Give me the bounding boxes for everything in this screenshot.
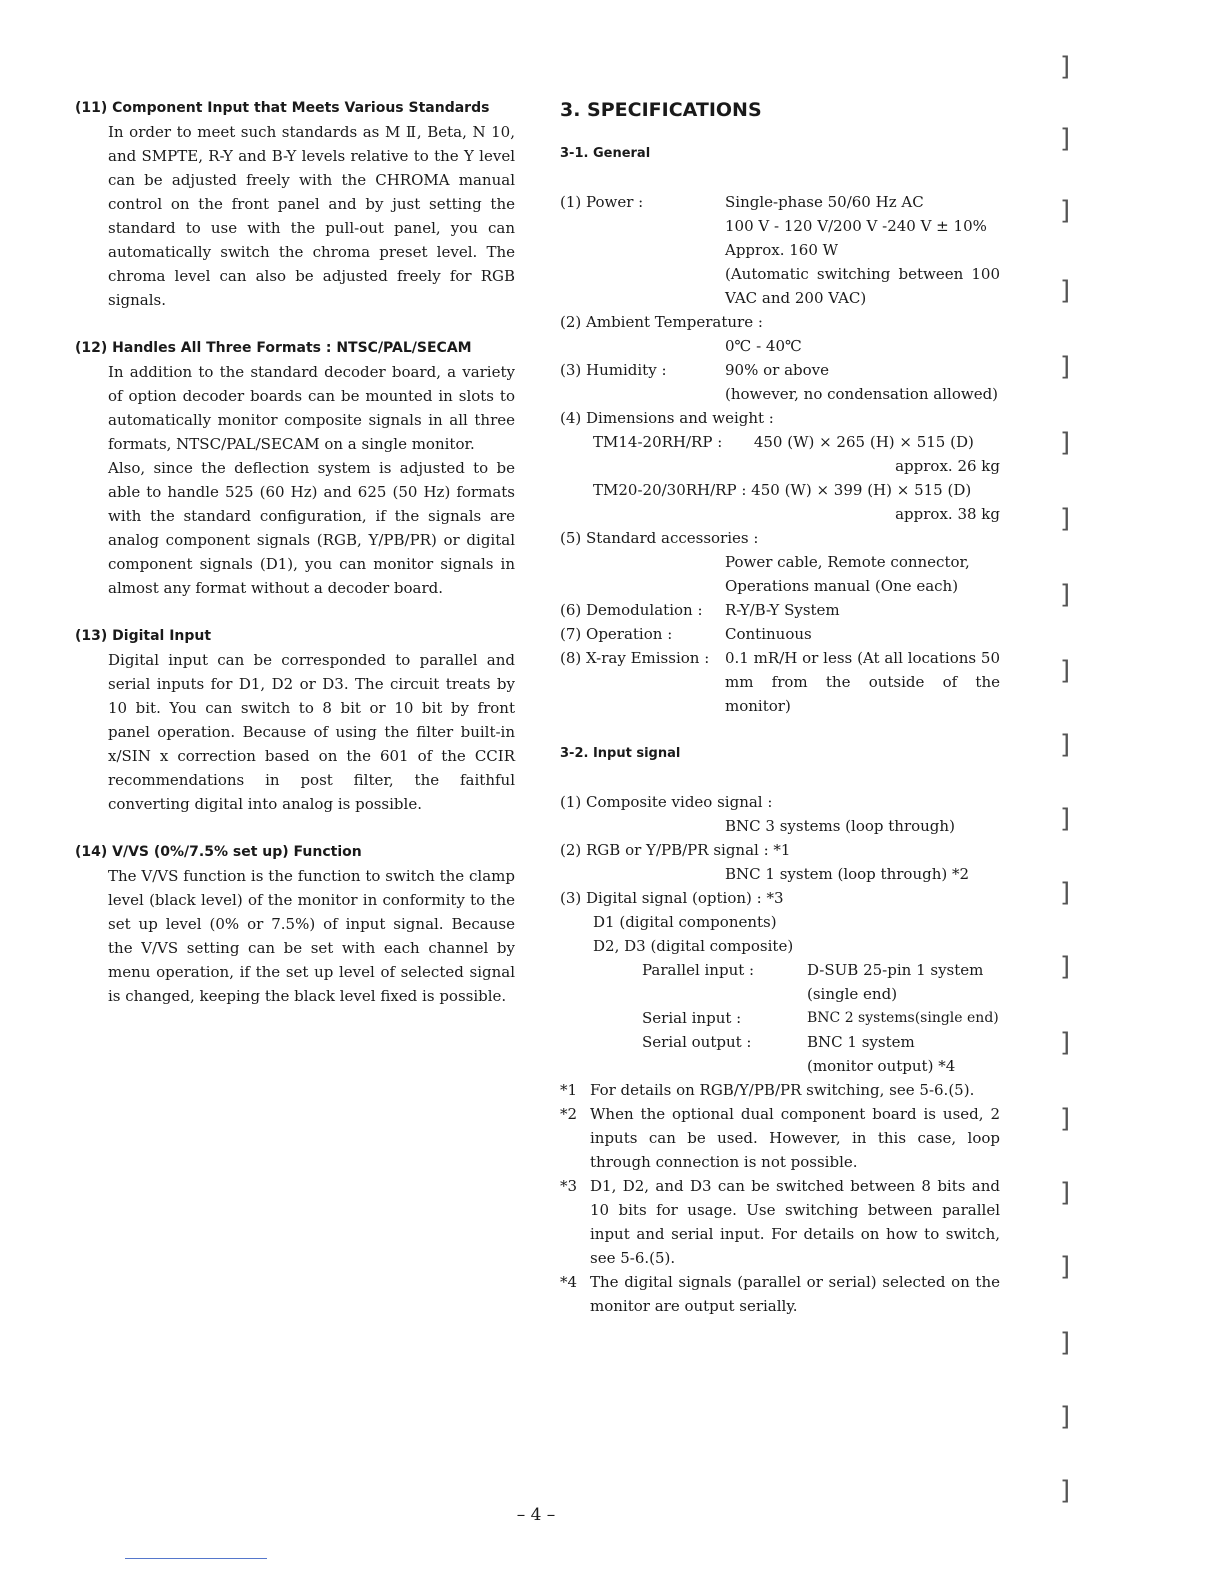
spec-label: (1) Power : [560,193,644,211]
binder-mark: ] [1060,352,1071,382]
footnote-mark: *1 [560,1081,578,1099]
paragraph: Also, since the deflection system is adjusted to be able to handle 525 (60 Hz) and 625 (50 Hz) formats with the standard configuration, if the signals are analog component signals (RGB, Y/PB/PR) or digital component signals (D1), you can monitor signals in almost any format without a decoder board. [108,459,515,597]
spec-serial-input [560,1006,1000,1030]
binder-mark: ] [1060,504,1071,534]
spec-dims-model2 [560,478,1000,502]
spec-serial-output [560,1030,1000,1078]
paragraph: In order to meet such standards as M Ⅱ, Beta, N 10, and SMPTE, R-Y and B-Y levels relative to the Y level can be adjusted freely with the CHROMA manual control on the front panel and by just setting the standard to use with the pull-out panel, you can automatically switch the chroma preset level. The chroma level can also be adjusted freely for RGB signals. [108,123,515,309]
spec-xray [560,646,1000,718]
footnote-mark: *4 [560,1273,578,1291]
model-dimensions: 450 (W) × 399 (H) × 515 (D) [751,481,972,499]
binder-mark: ] [1060,428,1071,458]
binder-mark: ] [1060,1028,1071,1058]
spec-value: R-Y/B-Y System [725,601,840,619]
spec-value: 0.1 mR/H or less (At all locations 50 mm from the outside of the monitor) [725,649,1000,715]
binder-mark: ] [1060,52,1071,82]
spec-composite-value: BNC 3 systems (loop through) [725,817,955,835]
binder-mark: ] [1060,196,1071,226]
spec-label: Serial output : [642,1033,752,1051]
spec-digital-sub: D1 (digital components) [593,913,777,931]
spec-label: Parallel input : [642,961,755,979]
spec-value: Continuous [725,625,812,643]
footnote-mark: *3 [560,1177,578,1195]
footnote-text: The digital signals (parallel or serial) selected on the monitor are output serially. [590,1273,1000,1315]
spec-humidity [560,358,1000,406]
spec-dims-model1 [560,430,1000,454]
footer-rule [125,1558,267,1559]
spec-rgb-label: (2) RGB or Y/PB/PR signal : *1 [560,841,791,859]
binder-mark: ] [1060,730,1071,760]
footnote-2 [560,1102,1000,1174]
binder-mark: ] [1060,656,1071,686]
section-heading-13: (13) Digital Input [75,628,212,644]
spec-value [725,190,1000,310]
binder-mark: ] [1060,580,1071,610]
spec-value [725,358,1000,406]
spec-value [807,958,1000,1006]
spec-acc-line: Power cable, Remote connector, [725,553,970,571]
spec-temp-value: 0℃ - 40℃ [725,337,802,355]
spec-value: BNC 2 systems(single end) [807,1010,999,1026]
spec-operation [560,622,1000,646]
footnote-text: For details on RGB/Y/PB/PR switching, see 5-6.(5). [590,1081,975,1099]
spec-value-line: Single-phase 50/60 Hz AC [725,193,924,211]
spec-value [807,1030,1000,1078]
binder-mark: ] [1060,276,1071,306]
spec-value-line: (however, no condensation allowed) [725,385,999,403]
binder-mark: ] [1060,952,1071,982]
spacer [560,718,1000,742]
specifications-title: 3. SPECIFICATIONS [560,99,762,121]
spec-value-line: Approx. 160 W [725,241,839,259]
footnote-4 [560,1270,1000,1318]
spec-digital-label: (3) Digital signal (option) : *3 [560,889,784,907]
spec-acc-label: (5) Standard accessories : [560,529,759,547]
spec-demod [560,598,1000,622]
footnote-text: When the optional dual component board is used, 2 inputs can be used. However, in this case, loop through connection is not possible. [590,1105,1000,1171]
binder-mark: ] [1060,1402,1071,1432]
binder-mark: ] [1060,1104,1071,1134]
spec-label: (3) Humidity : [560,361,667,379]
paragraph: In addition to the standard decoder board, a variety of option decoder boards can be mounted in slots to automatically monitor composite signals in all three formats, NTSC/PAL/SECAM on a single monitor. [108,363,515,453]
footnote-text: D1, D2, and D3 can be switched between 8 bits and 10 bits for usage. Use switching between parallel input and serial input. For details on how to switch, see 5-6.(5). [590,1177,1000,1267]
spec-composite-label: (1) Composite video signal : [560,793,773,811]
binder-mark: ] [1060,1252,1071,1282]
spec-value-line: (single end) [807,985,898,1003]
spec-label: Serial input : [642,1009,742,1027]
binder-mark: ] [1060,1178,1071,1208]
spec-power [560,190,1000,310]
spec-value-line: 100 V - 120 V/200 V -240 V ± 10% [725,217,987,235]
spec-dims-label: (4) Dimensions and weight : [560,409,774,427]
binder-mark: ] [1060,1328,1071,1358]
section-body-13 [108,648,515,816]
footnote-1 [560,1078,1000,1102]
left-column [75,96,515,1032]
spec-temp-label: (2) Ambient Temperature : [560,313,763,331]
page-number: – 4 – [516,1505,556,1525]
model-name: TM14-20RH/RP : [593,433,723,451]
spec-dims-weight1: approx. 26 kg [895,457,1000,475]
spec-value-line: 90% or above [725,361,830,379]
spec-label: (8) X-ray Emission : [560,649,710,667]
paragraph: Digital input can be corresponded to parallel and serial inputs for D1, D2 or D3. The circuit treats by 10 bit. You can switch to 8 bit or 10 bit by front panel operation. Because of using the filter built-in x/SIN x correction based on the 601 of the CCIR recommendations in post filter, the faithful converting digital into analog is possible. [108,651,515,813]
binder-mark: ] [1060,878,1071,908]
spec-rgb-value: BNC 1 system (loop through) *2 [725,865,970,883]
spec-value-line: D-SUB 25-pin 1 system [807,961,984,979]
model-dimensions: 450 (W) × 265 (H) × 515 (D) [753,433,974,451]
spec-label: (6) Demodulation : [560,601,703,619]
spec-dims-weight2: approx. 38 kg [895,505,1000,523]
binder-mark: ] [1060,804,1071,834]
section-body-12 [108,360,515,600]
footnote-mark: *2 [560,1105,578,1123]
section-heading-12: (12) Handles All Three Formats : NTSC/PAL/SECAM [75,340,472,356]
spec-value-line: BNC 1 system [807,1033,915,1051]
paragraph: The V/VS function is the function to switch the clamp level (black level) of the monitor in conformity to the set up level (0% or 7.5%) of input signal. Because the V/VS setting can be set with each channel by menu operation, if the set up level of selected signal is changed, keeping the black level fixed is possible. [108,867,515,1005]
spec-parallel-input [560,958,1000,1006]
spec-value-line: (monitor output) *4 [807,1057,956,1075]
spec-label: (7) Operation : [560,625,673,643]
model-name: TM20-20/30RH/RP : [593,481,747,499]
spec-acc-line: Operations manual (One each) [725,577,959,595]
binder-mark: ] [1060,124,1071,154]
section-body-11 [108,120,515,312]
right-column [560,96,1000,1318]
section-heading-14: (14) V/VS (0%/7.5% set up) Function [75,844,362,860]
binder-mark: ] [1060,1476,1071,1506]
section-body-14 [108,864,515,1008]
spec-digital-sub: D2, D3 (digital composite) [593,937,794,955]
footnote-3 [560,1174,1000,1270]
section-heading-11: (11) Component Input that Meets Various Standards [75,100,490,116]
input-signal-heading: 3-2. Input signal [560,746,681,761]
spec-value-line: (Automatic switching between 100 VAC and 200 VAC) [725,265,1000,307]
general-heading: 3-1. General [560,146,651,161]
